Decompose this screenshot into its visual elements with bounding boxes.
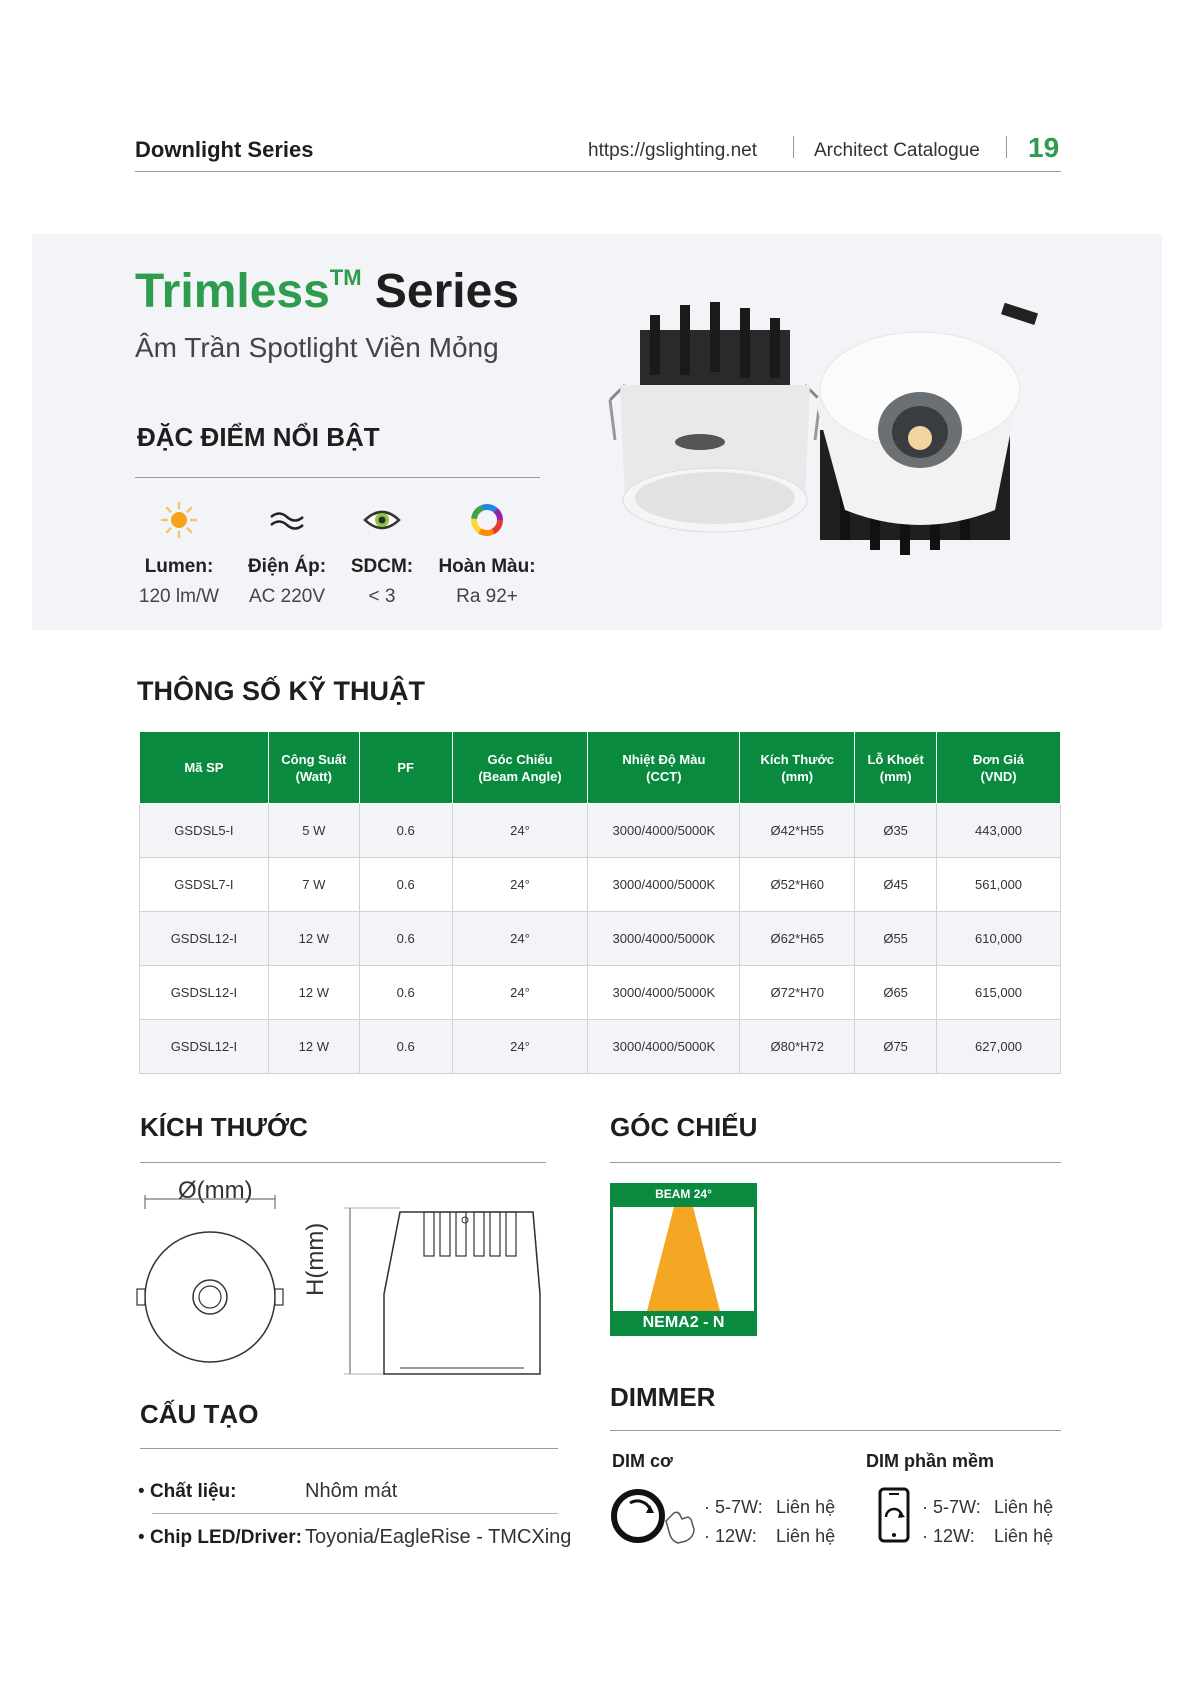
construction-item [138,1527,302,1549]
bullet-dot: • [138,1527,145,1548]
dimmer-power: 5-7W: [715,1497,763,1517]
rotary-knob-icon [610,1485,702,1547]
cell-cutout: Ø65 [855,966,937,1020]
dimmer-power: 12W: [933,1526,975,1546]
construction-value: Toyonia/EagleRise - TMCXing [305,1526,572,1548]
diameter-label: Ø(mm) [178,1177,253,1204]
header-cell: Đơn Giá (VND) [937,732,1061,804]
cell-beam: 24° [452,804,588,858]
cell-size: Ø72*H70 [740,966,855,1020]
dimmer-heading: DIMMER [610,1382,716,1412]
downlight-unit-right [815,303,1038,555]
header-divider [793,136,794,158]
cell-price: 443,000 [937,804,1061,858]
cell-power: 5 W [268,804,359,858]
bullet-dot: · [922,1497,928,1517]
cell-pf: 0.6 [359,1020,452,1074]
dimmer-title: DIM phần mềm [866,1451,995,1471]
feature-value: < 3 [368,586,396,607]
construction-label: Chip LED/Driver: [149,1527,302,1548]
feature-value: AC 220V [248,586,326,607]
cell-beam: 24° [452,858,588,912]
table-header-row [140,732,1061,804]
side-view-drawing [340,1204,550,1379]
beam-cone [613,1207,754,1311]
feature-value: Ra 92+ [456,586,518,607]
downlight-unit-left [610,302,820,532]
header-cell: Kích Thước (mm) [740,732,855,804]
features-rule [135,477,540,478]
cell-beam: 24° [452,912,588,966]
construction-label: Chất liệu: [149,1481,237,1502]
cell-beam: 24° [452,1020,588,1074]
smartphone-dim-icon [878,1487,910,1543]
beam-angle-label: BEAM 24° [655,1187,712,1201]
cell-cutout: Ø35 [855,804,937,858]
top-view-drawing [135,1195,285,1375]
ac-wave-icon [232,498,342,542]
bullet-dot: · [704,1497,710,1517]
page-number: 19 [1028,132,1060,163]
cell-sku: GSDSL12-I [140,1020,269,1074]
dimmer-price: Liên hệ [776,1497,836,1517]
cell-size: Ø62*H65 [740,912,855,966]
feature-value: 120 lm/W [138,586,220,607]
bullet-dot: • [138,1481,145,1502]
beam-diagram [610,1183,757,1336]
dimmer-rule [610,1430,1061,1431]
cell-price: 615,000 [937,966,1061,1020]
specs-heading: THÔNG SỐ KỸ THUẬT [137,676,425,706]
feature-voltage [232,498,342,608]
feature-label: SDCM: [350,556,414,577]
series-title: Downlight Series [135,137,314,162]
cell-price: 610,000 [937,912,1061,966]
beam-rule [610,1162,1061,1163]
table-row [140,966,1061,1020]
website-url[interactable]: https://gslighting.net [588,140,757,161]
cell-size: Ø80*H72 [740,1020,855,1074]
cell-power: 12 W [268,1020,359,1074]
table-row [140,1020,1061,1074]
construction-divider [152,1513,558,1514]
height-label: H(mm) [302,1222,329,1296]
beam-class-label: NEMA2 - N [642,1314,725,1331]
cell-pf: 0.6 [359,966,452,1020]
cell-sku: GSDSL12-I [140,912,269,966]
feature-label: Điện Áp: [247,556,327,577]
eye-icon [327,498,437,542]
construction-item [138,1481,237,1503]
color-wheel-icon [432,498,542,542]
cell-power: 12 W [268,912,359,966]
product-photo [590,290,1090,590]
construction-heading: CẤU TẠO [140,1399,259,1429]
cell-cct: 3000/4000/5000K [588,1020,740,1074]
product-title [135,264,519,319]
features-heading: ĐẶC ĐIỂM NỔI BẬT [137,422,380,452]
cell-power: 12 W [268,966,359,1020]
construction-rule [140,1448,558,1449]
dimmer-title: DIM cơ [612,1451,673,1471]
cell-sku: GSDSL5-I [140,804,269,858]
trademark-mark: TM [329,265,362,290]
header-cell: Mã SP [140,732,269,804]
cell-cutout: Ø75 [855,1020,937,1074]
dimmer-price: Liên hệ [994,1526,1054,1546]
dimmer-price-row [922,1497,1053,1518]
cell-cutout: Ø45 [855,858,937,912]
header-cell: Nhiệt Độ Màu (CCT) [588,732,740,804]
table-row [140,858,1061,912]
dimmer-price-row [704,1526,835,1547]
cell-sku: GSDSL7-I [140,858,269,912]
cell-cct: 3000/4000/5000K [588,804,740,858]
feature-sdcm [327,498,437,608]
dimmer-price-row [704,1497,835,1518]
table-row [140,912,1061,966]
cell-sku: GSDSL12-I [140,966,269,1020]
cell-pf: 0.6 [359,858,452,912]
header-cell: Lỗ Khoét (mm) [855,732,937,804]
feature-label: Lumen: [144,556,214,577]
feature-cri [432,498,542,608]
catalogue-name: Architect Catalogue [814,140,980,161]
cell-power: 7 W [268,858,359,912]
feature-lumen [124,498,234,608]
header-divider [1006,136,1007,158]
dimmer-power: 12W: [715,1526,757,1546]
table-row [140,804,1061,858]
header-cell: Công Suất (Watt) [268,732,359,804]
construction-value: Nhôm mát [305,1480,398,1502]
title-series: Series [374,265,520,318]
cell-size: Ø52*H60 [740,858,855,912]
cell-cct: 3000/4000/5000K [588,966,740,1020]
sun-icon [124,498,234,542]
dimensions-rule [140,1162,546,1163]
cell-cct: 3000/4000/5000K [588,858,740,912]
dimmer-price-row [922,1526,1053,1547]
cell-pf: 0.6 [359,912,452,966]
header-rule [135,171,1061,172]
spec-table [139,731,1061,1074]
bullet-dot: · [922,1526,928,1546]
header-cell: PF [359,732,452,804]
dimmer-price: Liên hệ [994,1497,1054,1517]
dimmer-power: 5-7W: [933,1497,981,1517]
cell-price: 627,000 [937,1020,1061,1074]
cell-cct: 3000/4000/5000K [588,912,740,966]
product-subtitle: Âm Trần Spotlight Viền Mỏng [135,332,499,363]
cell-pf: 0.6 [359,804,452,858]
cell-price: 561,000 [937,858,1061,912]
cell-size: Ø42*H55 [740,804,855,858]
cell-cutout: Ø55 [855,912,937,966]
beam-heading: GÓC CHIẾU [610,1112,758,1142]
dimensions-heading: KÍCH THƯỚC [140,1112,308,1142]
cell-beam: 24° [452,966,588,1020]
dimmer-price: Liên hệ [776,1526,836,1546]
bullet-dot: · [704,1526,710,1546]
feature-label: Hoàn Màu: [438,556,536,577]
title-brand: Trimless [135,265,330,318]
header-cell: Góc Chiếu (Beam Angle) [452,732,588,804]
